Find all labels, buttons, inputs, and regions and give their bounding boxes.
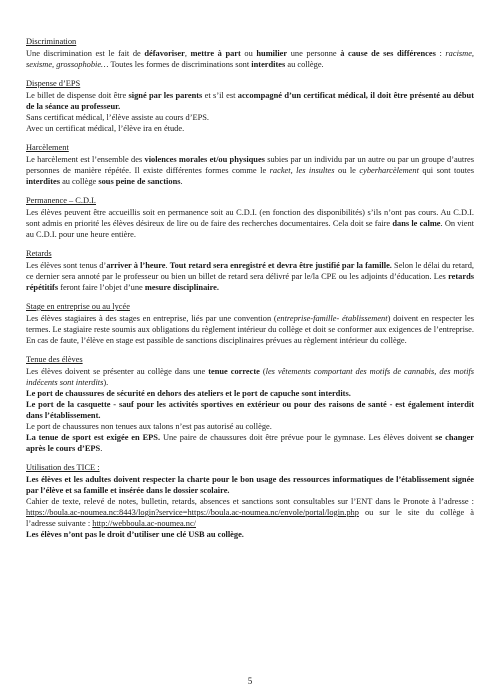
paragraph: [26, 123, 474, 134]
paragraph: [26, 474, 474, 496]
text-run: défavoriser: [144, 49, 185, 58]
section-tenue: [26, 354, 474, 454]
text-run: Le port de chaussures de sécurité en dehors des ateliers et le port de capuche sont interdits.: [26, 389, 351, 398]
text-run: mesure disciplinaire.: [144, 283, 219, 292]
section-heading-discrimination: Discrimination: [26, 37, 77, 46]
section-heading-stage: Stage en entreprise ou au lycée: [26, 302, 130, 311]
text-run: qui sont toutes: [418, 166, 475, 175]
paragraph: [26, 432, 474, 454]
section-harcelement: [26, 142, 474, 187]
paragraph: [26, 399, 474, 421]
paragraph: [26, 260, 474, 293]
section-heading-permanence: Permanence – C.D.I.: [26, 196, 97, 205]
paragraph: [26, 421, 474, 432]
text-run: Le port de chaussures non tenues aux talons n’est pas autorisé au collège.: [26, 422, 272, 431]
section-heading-dispense-eps: Dispense d’EPS: [26, 79, 81, 88]
paragraph: [26, 90, 474, 112]
text-run: Selon le délai du retard, ce dernier sera annoté par le professeur ou bien un billet de retard sera délivré par le/la CPE ou les adjoints d’éducation. Les: [26, 261, 474, 281]
url-link[interactable]: http://webboula.ac-noumea.nc/: [92, 519, 197, 528]
text-run: Les élèves stagiaires à des stages en entreprise, liés par une convention (: [26, 314, 277, 323]
text-run: au collège.: [285, 60, 324, 69]
text-run: Les élèves sont tenus d’: [26, 261, 107, 270]
paragraph: [26, 48, 474, 70]
text-run: racisme, sexisme, grossophobie…: [26, 49, 475, 69]
text-run: violences morales et/ou physiques: [144, 155, 265, 164]
text-run: Cahier de texte, relevé de notes, bulletin, retards, absences et sanctions sont consultables sur l’ENT dans le Pronote à l’adresse :: [26, 497, 474, 506]
text-run: arriver à l’heure: [106, 261, 166, 270]
section-heading-tice: Utilisation des TICE :: [26, 463, 100, 472]
paragraph: [26, 207, 474, 240]
text-run: accompagné d’un certificat médical, il doit être présenté au début de la séance au professeur.: [26, 91, 474, 111]
section-discrimination: [26, 36, 474, 70]
paragraph: [26, 366, 474, 388]
section-permanence: [26, 195, 474, 240]
text-run: les vêtements comportant des motifs de cannabis, des motifs indécents sont interdits: [26, 367, 474, 387]
text-run: ou sur le site du collège à l’adresse suivante :: [26, 508, 474, 528]
text-run: Les élèves peuvent être accueillis soit en permanence soit au C.D.I. (en fonction des disponibilités) s’ils n’ont pas cours. Au C.D.I. sont admis en priorité les élèves désireux de lire ou de faire des recherches documentaires. Cela doit se faire: [26, 208, 474, 228]
text-run: ou le: [334, 166, 360, 175]
text-run: sous peine de sanctions: [98, 177, 181, 186]
url-link[interactable]: https://boula.ac-noumea.nc:8443/login?service=https://boula.ac-noumea.nc/envole/portal/login.php: [26, 508, 359, 517]
section-dispense-eps: [26, 78, 474, 134]
text-run: cyberharcèlement: [359, 166, 419, 175]
text-run: feront faire l’objet d’une: [58, 283, 145, 292]
paragraph: [26, 313, 474, 346]
text-run: racket, les insultes: [269, 166, 335, 175]
text-run: (: [259, 367, 266, 376]
text-run: se changer après le cours d’EPS: [26, 433, 474, 453]
text-run: Le harcèlement est l’ensemble des: [26, 155, 145, 164]
text-run: La tenue de sport est exigée en EPS.: [26, 433, 161, 442]
text-run: retards répétitifs: [26, 272, 474, 292]
text-run: ou: [240, 49, 257, 58]
section-heading-tenue: Tenue des élèves: [26, 355, 83, 364]
text-run: à cause de ses différences: [340, 49, 436, 58]
text-run: Les élèves doivent se présenter au collège dans une: [26, 367, 209, 376]
text-run: ).: [103, 378, 109, 387]
section-tice: [26, 462, 474, 540]
text-run: et s’il est: [202, 91, 238, 100]
section-retards: [26, 248, 474, 293]
text-run: signé par les parents: [128, 91, 203, 100]
paragraph: [26, 388, 474, 399]
text-run: humilier: [256, 49, 288, 58]
text-run: subies par un individu par un autre ou par un groupe d’autres personnes de manière répétée. Il existe différentes formes comme le: [26, 155, 475, 175]
text-run: interdites: [26, 177, 60, 186]
paragraph: [26, 154, 474, 187]
text-run: . On vient au C.D.I. pour une heure entière.: [26, 219, 475, 239]
text-run: .: [100, 444, 103, 453]
text-run: Toutes les formes de discriminations sont: [108, 60, 252, 69]
text-run: Le billet de dispense doit être: [26, 91, 129, 100]
page-number: 5: [247, 676, 253, 686]
text-run: Sans certificat médical, l’élève assiste au cours d’EPS.: [26, 113, 210, 122]
text-run: ,: [184, 49, 191, 58]
text-run: Tout retard sera enregistré et devra être justifié par la famille.: [169, 261, 392, 270]
paragraph: [26, 529, 474, 540]
text-run: Le port de la casquette - sauf pour les activités sportives en extérieur ou pour des raisons de santé - est également interdit dans l’établissement.: [26, 400, 474, 420]
section-heading-retards: Retards: [26, 249, 52, 258]
text-run: Les élèves n’ont pas le droit d’utiliser une clé USB au collège.: [26, 530, 244, 539]
text-run: .: [165, 261, 170, 270]
text-run: dans le calme: [392, 219, 441, 228]
text-run: au collège: [59, 177, 99, 186]
text-run: .: [180, 177, 183, 186]
text-run: Les élèves et les adultes doivent respecter la charte pour le bon usage des ressources informatiques de l’établissement signée par l’élève et sa famille et insérée dans le dossier scolaire.: [26, 475, 474, 495]
text-run: interdites: [251, 60, 286, 69]
paragraph: [26, 496, 474, 529]
section-heading-harcelement: Harcèlement: [26, 143, 69, 152]
text-run: entreprise-famille- établissement: [276, 314, 388, 323]
text-run: mettre à part: [190, 49, 241, 58]
section-stage: [26, 301, 474, 346]
text-run: Avec un certificat médical, l’élève ira en étude.: [26, 124, 185, 133]
text-run: Une discrimination est le fait de: [26, 49, 145, 58]
sections-container: [26, 36, 474, 540]
text-run: Une paire de chaussures doit être prévue pour le gymnase. Les élèves doivent: [160, 433, 436, 442]
text-run: :: [435, 49, 446, 58]
text-run: tenue correcte: [208, 367, 260, 376]
paragraph: [26, 112, 474, 123]
text-run: ) doivent en respecter les termes. Le stagiaire reste soumis aux obligations du règlement intérieur du collège et doit se conformer aux exigences de l’entreprise. En cas de faute, l’élève en stage est passible de sanctions disciplinaires prévues au règlement intérieur du collège.: [26, 314, 474, 345]
text-run: une personne: [287, 49, 341, 58]
